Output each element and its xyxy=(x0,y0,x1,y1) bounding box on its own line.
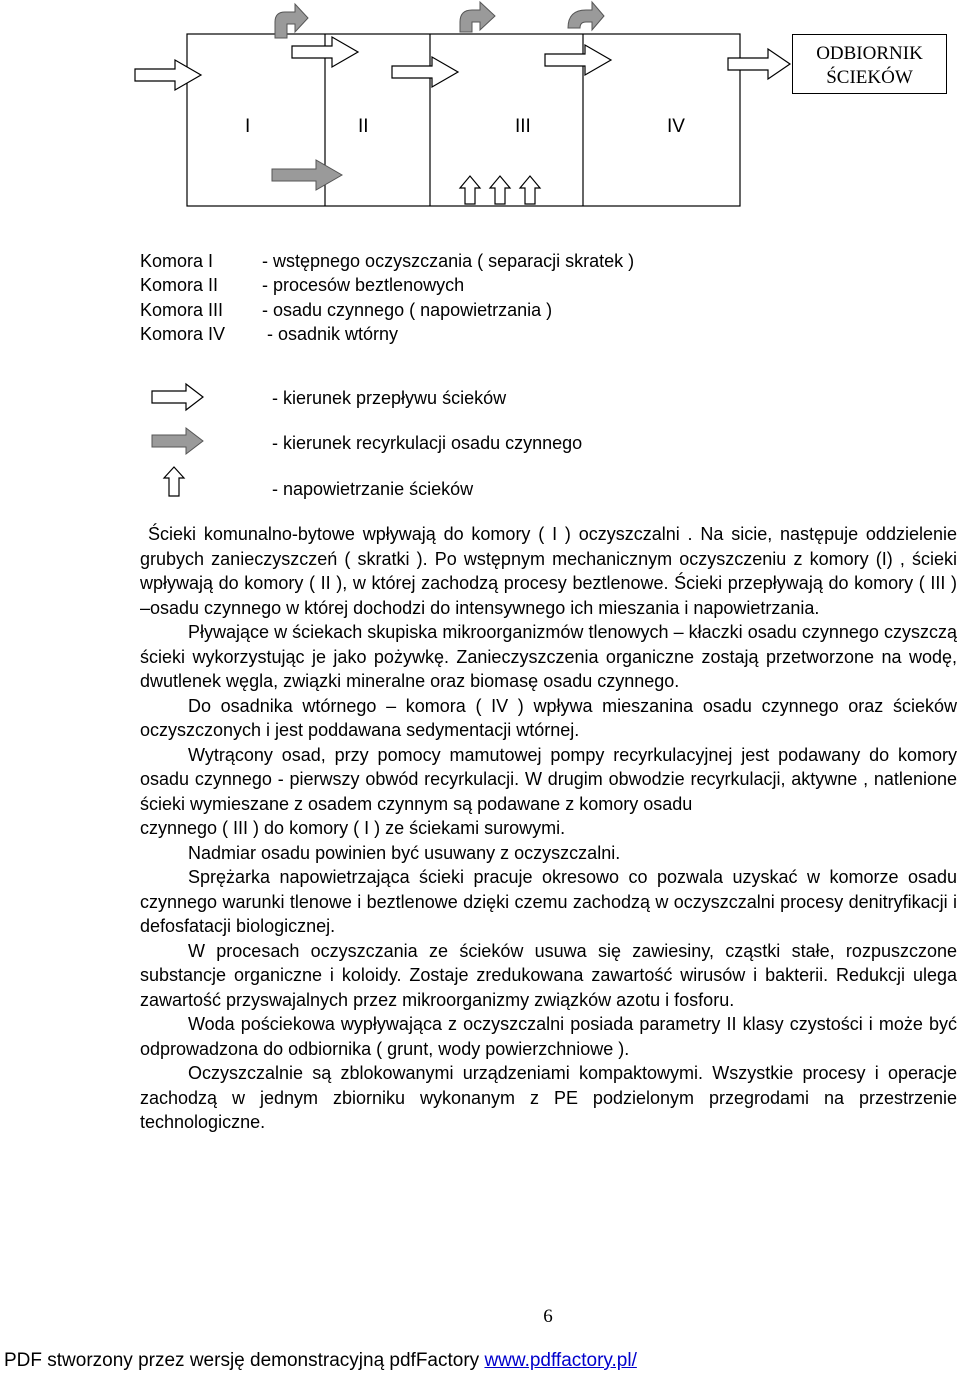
chamber-label-4: IV xyxy=(667,116,685,137)
receiver-label-line1: ODBIORNIK xyxy=(816,43,923,64)
recirculation-arrow-icon xyxy=(275,4,308,38)
chamber-label-3: III xyxy=(515,116,531,137)
paragraph: Ścieki komunalno-bytowe wpływają do komory ( I ) oczyszczalni . Na sicie, następuje oddzielenie grubych zanieczyszczeń ( skratki ). Po wstępnym mechanicznym oczyszczeniu z komory (I) , ścieki wpływają do komory ( II ), w której zachodzą procesy beztlenowe. Ścieki przepływają do komory ( III ) –osadu czynnego w której dochodzi do intensywnego ich mieszania i napowietrzania. xyxy=(140,524,957,618)
paragraph: Sprężarka napowietrzająca ścieki pracuje okresowo co pozwala uzyskać w komorze osadu czynnego warunki tlenowe i beztlenowe dzięki czemu zachodzą w oczyszczalni procesy denitryfikacji i defosfatacji biologicznej. xyxy=(140,867,957,936)
chamber-box xyxy=(187,34,740,206)
chamber-name: Komora III xyxy=(140,300,224,320)
chamber-label-2: II xyxy=(358,116,369,137)
body-text xyxy=(140,522,957,1135)
up-arrow-icon xyxy=(490,176,510,204)
footer-text: PDF stworzony przez wersję demonstracyjną pdfFactory xyxy=(4,1350,485,1371)
chamber-desc: - osadnik wtórny xyxy=(262,324,399,344)
white-arrow-icon xyxy=(135,60,201,90)
chamber-name: Komora II xyxy=(140,275,219,295)
legend-flow-text: - kierunek przepływu ścieków xyxy=(272,388,507,408)
footer xyxy=(4,1350,637,1372)
white-arrow-icon xyxy=(392,57,458,87)
receiver-label-line2: ŚCIEKÓW xyxy=(826,67,913,88)
white-arrow-icon xyxy=(545,45,611,75)
paragraph: Nadmiar osadu powinien być usuwany z oczyszczalni. xyxy=(188,842,621,863)
chamber-name: Komora I xyxy=(140,251,214,271)
chamber-desc: - wstępnego oczyszczania ( separacji skratek ) xyxy=(262,251,635,271)
paragraph: czynnego ( III ) do komory ( I ) ze ściekami surowymi. xyxy=(140,818,566,838)
footer-link[interactable]: www.pdffactory.pl/ xyxy=(484,1350,637,1371)
chamber-desc: - osadu czynnego ( napowietrzania ) xyxy=(262,300,553,320)
chamber-description xyxy=(140,249,634,273)
chamber-description xyxy=(140,322,398,346)
white-arrow-icon xyxy=(728,49,790,79)
recirculation-arrow-icon xyxy=(568,2,604,30)
gray-arrow-icon xyxy=(150,426,206,456)
white-arrow-icon xyxy=(150,382,206,412)
chamber-name: Komora IV xyxy=(140,324,226,344)
paragraph: Pływające w ściekach skupiska mikroorganizmów tlenowych – kłaczki osadu czynnego czyszczą ścieki wykorzystując je jako pożywkę. Zanieczyszczenia organiczne zostają przetworzone na wodę, dwutlenek węgla, związki mineralne oraz biomasę osadu czynnego. xyxy=(140,622,957,691)
legend-recirculation-text: - kierunek recyrkulacji osadu czynnego xyxy=(272,433,583,453)
up-arrow-icon xyxy=(520,176,540,204)
paragraph: W procesach oczyszczania ze ścieków usuwa się zawiesiny, cząstki stałe, rozpuszczone substancje organiczne i koloidy. Zostaje zredukowana zawartość wirusów i bakterii. Redukcji ulega zawartość przyswajalnych przez mikroorganizmy związków azotu i fosforu. xyxy=(140,940,957,1010)
chamber-description xyxy=(140,273,464,297)
paragraph: Do osadnika wtórnego – komora ( IV ) wpływa mieszanina osadu czynnego oraz ścieków oczyszczonych i jest poddawana sedymentacji wtórnej. xyxy=(140,695,957,740)
paragraph: Wytrącony osad, przy pomocy mamutowej pompy recyrkulacyjnej jest podawany do komory osadu czynnego - pierwszy obwód recyrkulacji. W drugim obwodzie recyrkulacji, aktywne , natlenione ścieki wymieszane z osadem czynnym są podawane z komory osadu xyxy=(140,744,957,814)
paragraph: Oczyszczalnie są zblokowanymi urządzeniami kompaktowymi. Wszystkie procesy i operacje zachodzą w jednym zbiorniku wykonanym z PE podzielonym przegrodami na przestrzenie technologiczne. xyxy=(140,1063,957,1132)
legend-aeration-text: - napowietrzanie ścieków xyxy=(272,479,474,499)
chamber-description xyxy=(140,298,552,322)
chamber-desc: - procesów beztlenowych xyxy=(262,275,465,295)
receiver-box xyxy=(792,34,947,94)
page-number: 6 xyxy=(543,1306,553,1327)
up-arrow-icon xyxy=(460,176,480,204)
up-arrow-icon xyxy=(162,466,186,498)
gray-arrow-icon xyxy=(272,160,342,190)
recirculation-arrow-icon xyxy=(460,2,495,32)
paragraph: Woda pościekowa wypływająca z oczyszczalni posiada parametry II klasy czystości i może być odprowadzona do odbiornika ( grunt, wody powierzchniowe ). xyxy=(140,1014,957,1059)
chamber-label-1: I xyxy=(245,116,251,137)
